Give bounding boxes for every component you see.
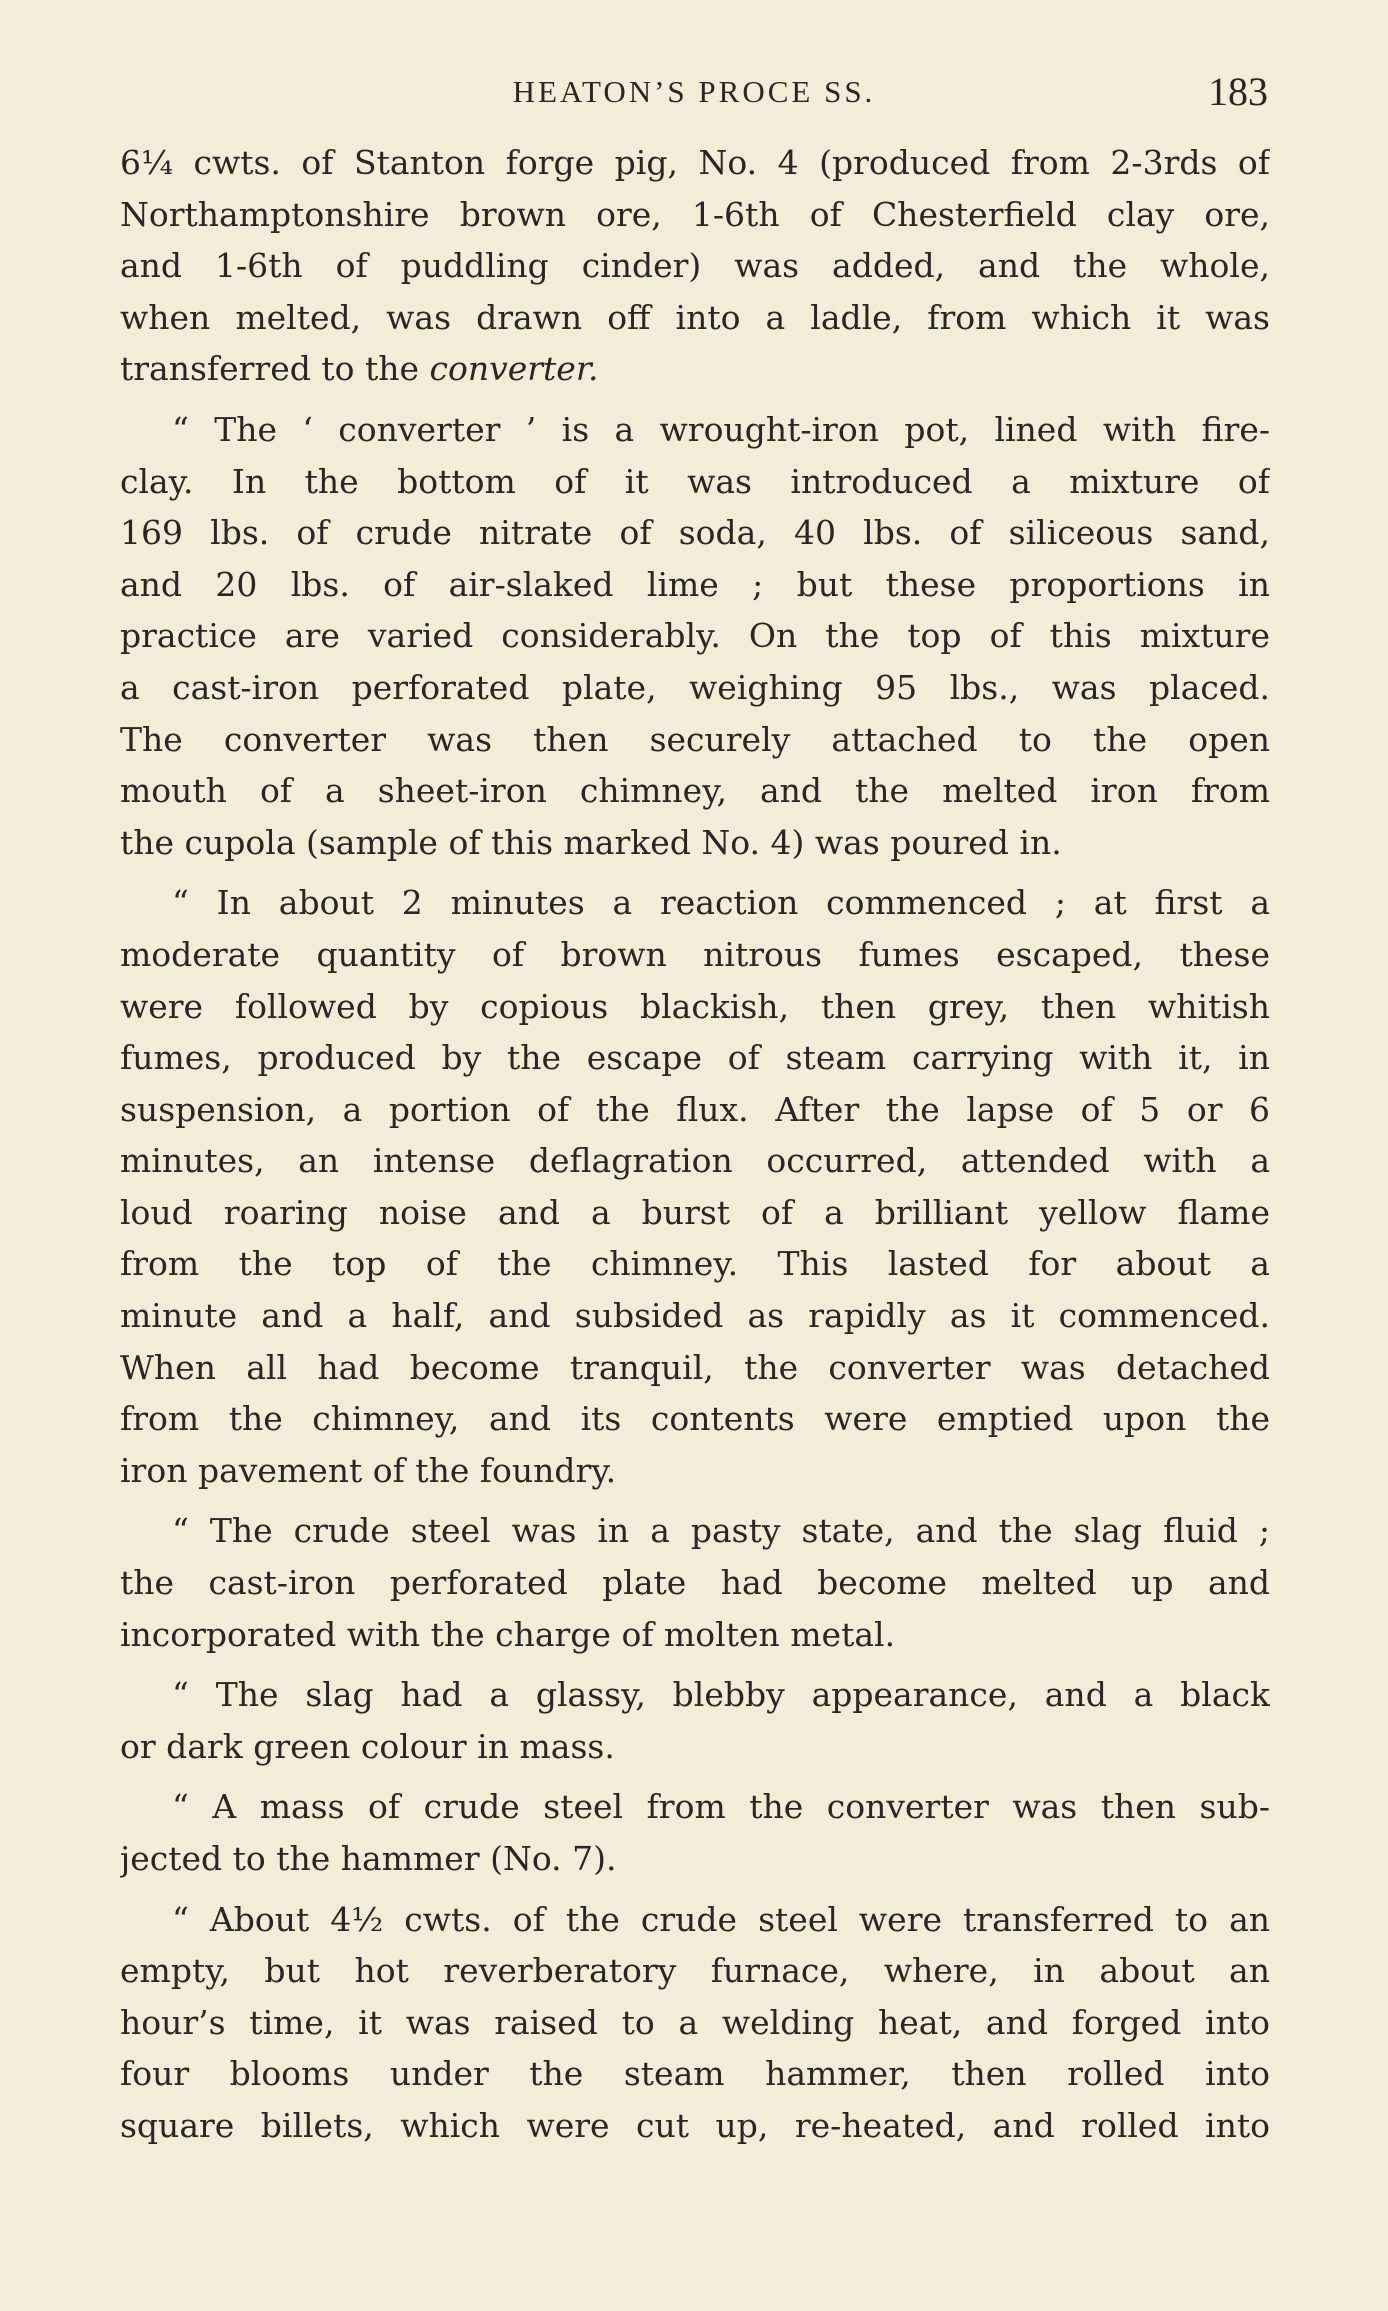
text-line: fumes, produced by the escape of steam carrying with it, in	[120, 1038, 1270, 1078]
text-line: when melted, was drawn off into a ladle, from which it was	[120, 297, 1270, 337]
paragraph	[120, 1669, 1270, 1772]
text-line: suspension, a portion of the flux. After the lapse of 5 or 6	[120, 1089, 1270, 1129]
text-line: “ The ‘ converter ’ is a wrought-iron pot, lined with fire-	[172, 409, 1270, 449]
text-line: minute and a half, and subsided as rapidly as it commenced.	[120, 1296, 1270, 1336]
text-line: four blooms under the steam hammer, then rolled into	[120, 2054, 1270, 2094]
text-line: jected to the hammer (No. 7).	[120, 1839, 617, 1878]
text-line	[120, 343, 1270, 395]
paragraph	[120, 404, 1270, 868]
text-line: Northamptonshire brown ore, 1-6th of Chesterfield clay ore,	[120, 194, 1270, 234]
text-line: or dark green colour in mass.	[120, 1726, 615, 1766]
text-line: and 1-6th of puddling cinder) was added, and the whole,	[120, 246, 1270, 286]
text-line: square billets, which were cut up, re-heated, and rolled into	[120, 2105, 1270, 2145]
text-line: incorporated with the charge of molten metal.	[120, 1614, 896, 1654]
italic-term: converter.	[429, 349, 599, 389]
text-line: from the top of the chimney. This lasted for about a	[120, 1244, 1270, 1284]
text-line: The converter was then securely attached to the open	[120, 719, 1270, 759]
text-line: “ In about 2 minutes a reaction commenced ; at first a	[172, 883, 1270, 923]
text-line: empty, but hot reverberatory furnace, where, in about an	[120, 1951, 1270, 1991]
page-number: 183	[1208, 69, 1268, 114]
text-line: minutes, an intense deflagration occurred, attended with a	[120, 1141, 1270, 1181]
running-title: HEATON’S PROCE SS.	[512, 74, 876, 109]
text-line: from the chimney, and its contents were emptied upon the	[120, 1399, 1270, 1439]
text-line: “ The slag had a glassy, blebby appearance, and a black	[172, 1675, 1270, 1715]
text-segment: transferred to the	[120, 349, 430, 389]
body-text	[120, 137, 1270, 2161]
text-line: “ The crude steel was in a pasty state, and the slag fluid ;	[172, 1511, 1270, 1551]
text-line: “ A mass of crude steel from the converter was then sub-	[172, 1787, 1270, 1827]
text-line: practice are varied considerably. On the top of this mixture	[120, 616, 1270, 656]
text-line: iron pavement of the foundry.	[120, 1450, 617, 1490]
text-line: 6¼ cwts. of Stanton forge pig, No. 4 (produced from 2-3rds of	[120, 143, 1270, 182]
text-line: were followed by copious blackish, then grey, then whitish	[120, 986, 1270, 1026]
paragraph	[120, 1894, 1270, 2152]
text-line: moderate quantity of brown nitrous fumes escaped, these	[120, 934, 1270, 974]
text-line: mouth of a sheet-iron chimney, and the melted iron from	[120, 771, 1270, 811]
paragraph	[120, 137, 1270, 395]
text-line: “ About 4½ cwts. of the crude steel were transferred to an	[172, 1899, 1270, 1939]
text-line: a cast-iron perforated plate, weighing 95 lbs., was placed.	[120, 667, 1270, 707]
text-line: and 20 lbs. of air-slaked lime ; but these proportions in	[120, 564, 1270, 604]
text-line: hour’s time, it was raised to a welding heat, and forged into	[120, 2002, 1270, 2042]
text-line: the cast-iron perforated plate had become melted up and	[120, 1563, 1270, 1603]
text-line: 169 lbs. of crude nitrate of soda, 40 lbs. of siliceous sand,	[120, 513, 1270, 553]
paragraph	[120, 877, 1270, 1496]
text-line: the cupola (sample of this marked No. 4) was poured in.	[120, 822, 1062, 862]
text-line: loud roaring noise and a burst of a brilliant yellow flame	[120, 1192, 1270, 1232]
paragraph	[120, 1781, 1270, 1884]
text-line: clay. In the bottom of it was introduced a mixture of	[120, 461, 1270, 501]
paragraph	[120, 1505, 1270, 1660]
running-head	[120, 68, 1268, 118]
text-line: When all had become tranquil, the converter was detached	[120, 1347, 1270, 1387]
